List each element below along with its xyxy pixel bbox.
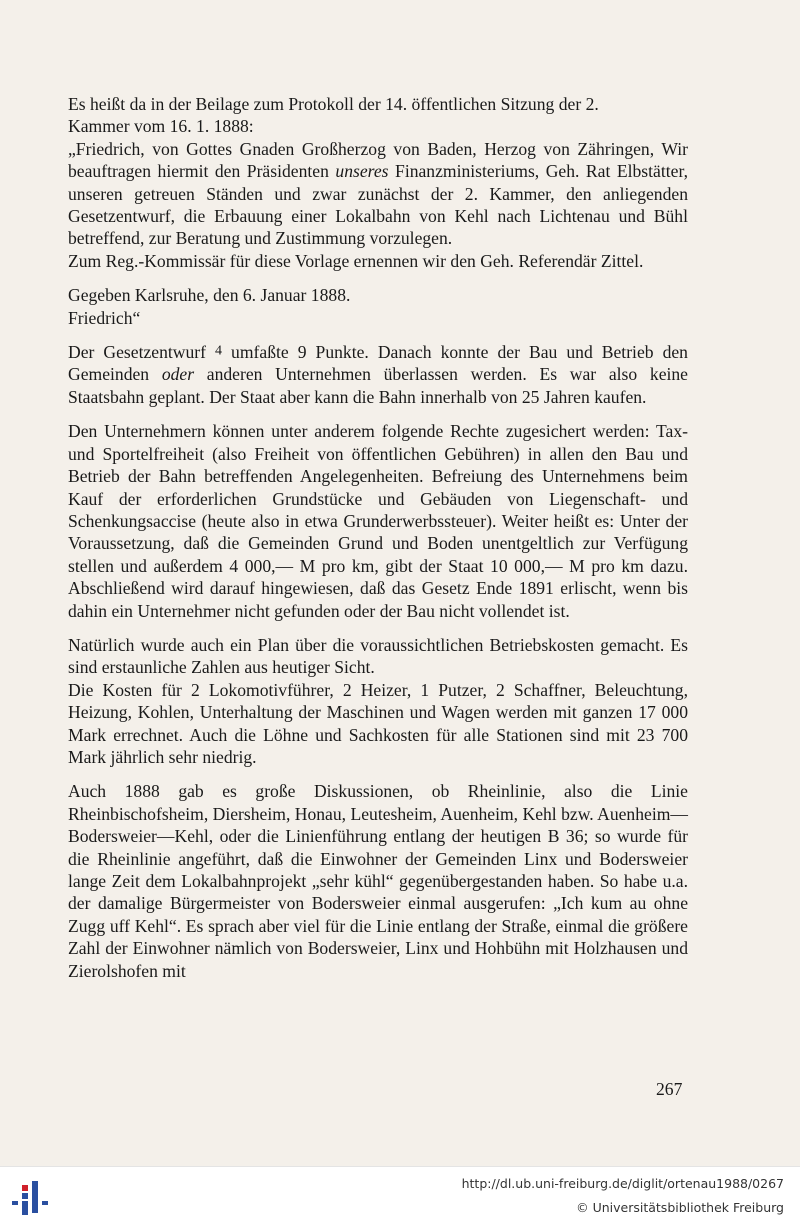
footer-bar [0, 1166, 800, 1225]
ub-freiburg-logo-icon [12, 1181, 52, 1217]
footnote-marker: 4 [215, 343, 223, 359]
source-url[interactable]: http://dl.ub.uni-freiburg.de/diglit/ortenau1988/0267 [461, 1176, 784, 1191]
paragraph-kosten: Die Kosten für 2 Lokomotivführer, 2 Heizer, 1 Putzer, 2 Schaffner, Beleuchtung, Heizung, Kohlen, Unterhaltung der Maschinen und Wagen werden mit ganzen 17 000 Mark errechnet. Auch die Löhne und Sachkosten für alle Stationen sind mit 23 700 Mark jährlich sehr niedrig. [68, 679, 688, 767]
copyright-notice: © Universitätsbibliothek Freiburg [576, 1200, 784, 1215]
body-text [68, 93, 688, 982]
paragraph-1888: Auch 1888 gab es große Diskussionen, ob Rheinlinie, also die Linie Rheinbischofsheim, Diersheim, Honau, Leutesheim, Auenheim, Kehl bzw. Auenheim—Bodersweier—Kehl, oder die Linienführung entlang der heutigen B 36; so wurde für die Rheinlinie angeführt, daß die Einwohner der Gemeinden Linx und Bodersweier lange Zeit dem Lokalbahnprojekt „sehr kühl“ gegenübergestanden haben. So habe u.a. der damalige Bürgermeister von Bodersweier einmal ausgerufen: „Ich kum au ohne Zugg uff Kehl“. Es sprach aber viel für die Linie entlang der Straße, einmal die größere Zahl der Einwohner nämlich von Bodersweier, Linx und Hohbühn mit Holzhausen und Zierolshofen mit [68, 781, 688, 981]
gesetz-text-after: anderen Unternehmen überlassen werden. Es war also keine Staatsbahn geplant. Der Staat aber kann die Bahn innerhalb von 25 Jahren kaufen. [68, 364, 688, 407]
paragraph-gesetzentwurf [68, 341, 688, 408]
gesetz-text-middle: umfaßte 9 Punkte. Danach konnte der Bau und Betrieb den Gemeinden [68, 342, 688, 385]
decree-quote [68, 138, 688, 250]
decree-kommissar: Zum Reg.-Kommissär für diese Vorlage ernennen wir den Geh. Referendär Zittel. [68, 250, 644, 271]
intro-line-2: Kammer vom 16. 1. 1888: [68, 116, 254, 137]
page-number: 267 [656, 1079, 683, 1099]
decree-quote-part1: „Friedrich, von Gottes Gnaden Großherzog von Baden, Herzog von Zähringen, Wir beauftragen hiermit den Präsidenten [68, 138, 688, 182]
intro-line-1: Es heißt da in der Beilage zum Protokoll der 14. öffentlichen Sitzung der 2. [68, 94, 599, 114]
paragraph-unternehmer: Den Unternehmern können unter anderem folgende Rechte zugesichert werden: Tax- und Sportelfreiheit (also Freiheit von öffentlichen Gebühren) in allen den Bau und Betrieb der Bahn betreffenden Angelegenheiten. Befreiung des Unternehmens beim Kauf der erforderlichen Grundstücke und Gebäuden von Liegenschaft- und Schenkungsaccise (heute also in etwa Grunderwerbssteuer). Weiter heißt es: Unter der Voraussetzung, daß die Gemeinden Grund und Boden unentgeltlich zur Verfügung stellen und außerdem 4 000,— M pro km, gibt der Staat 10 000,— M pro km dazu. Abschließend wird darauf hingewiesen, daß das Gesetz Ende 1891 erlischt, wenn bis dahin ein Unternehmer nicht gefunden oder der Bau nicht vollendet ist. [68, 421, 688, 621]
gesetz-text-before: Der Gesetzentwurf [68, 342, 216, 363]
paragraph-plan: Natürlich wurde auch ein Plan über die voraussichtlichen Betriebskosten gemacht. Es sind erstaunliche Zahlen aus heutiger Sicht. [68, 634, 688, 678]
signature-place-date: Gegeben Karlsruhe, den 6. Januar 1888. [68, 285, 351, 306]
signature-name: Friedrich“ [68, 307, 141, 328]
decree-quote-part2: Finanzministeriums, Geh. Rat Elbstätter, unseren getreuen Ständen und zwar zunächst der 2. Kammer, den anliegenden Gesetzentwurf, die Erbauung einer Lokalbahn von Kehl nach Lichtenau und Bühl betreffend, zur Beratung und Zustimmung vorzulegen. [68, 161, 688, 249]
decree-quote-emphasis: unseres [335, 161, 389, 182]
gesetz-emphasis: oder [161, 364, 195, 385]
